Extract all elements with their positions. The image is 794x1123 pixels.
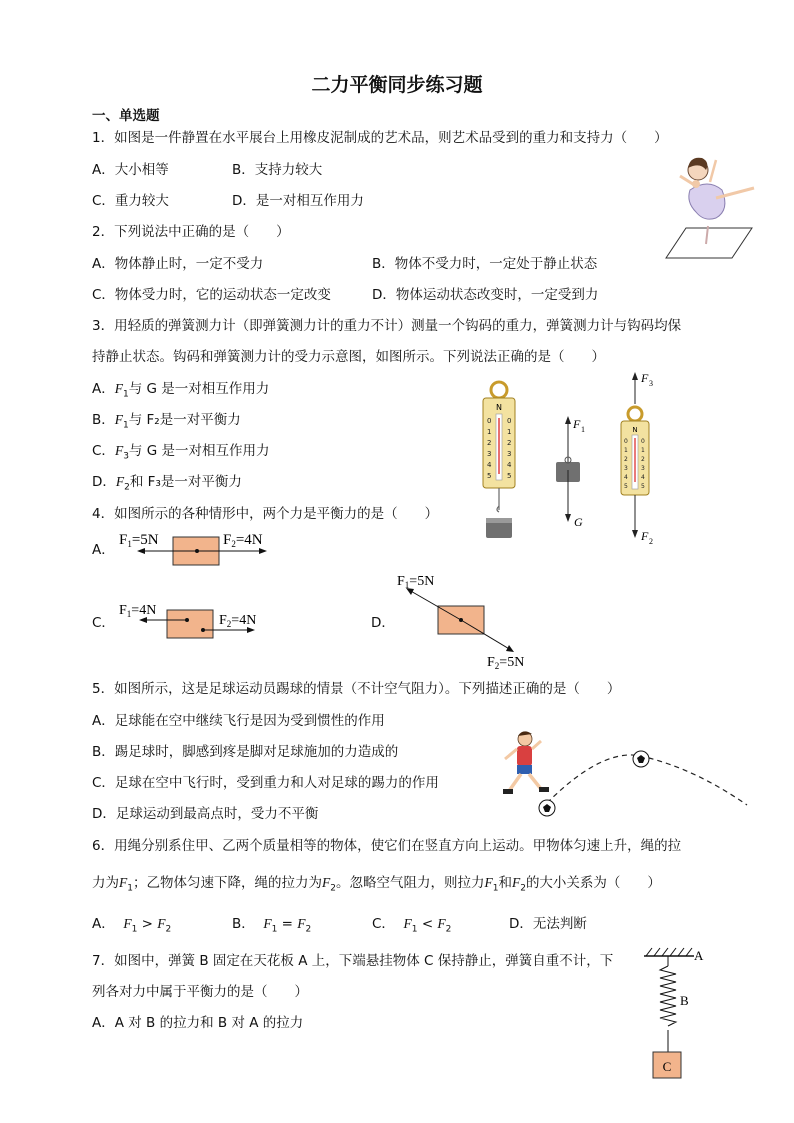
label-b: B (680, 993, 689, 1008)
q3-stem-line2: 持静止状态。钩码和弹簧测力计的受力示意图，如图所示。下列说法正确的是（ ） (92, 349, 605, 365)
q4d-bottom-val: =5N (499, 655, 525, 670)
tick-label: 3 (507, 450, 512, 458)
svg-text:F1=4N (119, 603, 156, 619)
svg-text:F2=5N (487, 655, 524, 670)
q4c-left-f: F (119, 603, 127, 618)
tick-label: 3 (624, 465, 628, 472)
q1-option-d[interactable]: D．是一对相互作用力 (232, 193, 364, 209)
q4d-top-val: =5N (409, 574, 435, 589)
label-c: C (662, 1059, 672, 1074)
f2-sub: 2 (649, 537, 653, 546)
label-a: A (694, 948, 704, 963)
tick-label: 0 (487, 417, 492, 425)
tick-label: 1 (624, 447, 628, 454)
tick-label: 2 (507, 439, 512, 447)
q6-option-b[interactable]: B． $F_1 = F_2$ (232, 916, 312, 935)
q4c-left-sub: 1 (126, 609, 132, 619)
q6-option-d[interactable]: D．无法判断 (509, 916, 587, 932)
q3-option-b[interactable]: B．$F_1$与 F₂是一对平衡力 (92, 412, 241, 431)
q1-option-c[interactable]: C．重力较大 (92, 193, 169, 209)
q4a-left-val: =5N (131, 532, 159, 548)
q1-option-b[interactable]: B．支持力较大 (232, 162, 323, 178)
f3-sub: 3 (649, 379, 653, 388)
q4c-left-val: =4N (131, 603, 157, 618)
tick-label: 2 (487, 439, 492, 447)
tick-label: 5 (507, 472, 512, 480)
q5-option-b[interactable]: B．踢足球时，脚感到疼是脚对足球施加的力造成的 (92, 744, 399, 760)
soccer-figure (495, 725, 755, 825)
q7-line1: 7．如图中，弹簧 B 固定在天花板 A 上，下端悬挂物体 C 保持静止，弹簧自重不计，下 (92, 953, 614, 969)
q4a-left-f: F (119, 532, 128, 548)
tick-label: 1 (487, 428, 492, 436)
q4d-bottom-f: F (487, 655, 495, 670)
tick-label: 4 (624, 474, 628, 481)
q4d-top-sub: 1 (404, 580, 410, 590)
q4c-right-sub: 2 (226, 619, 232, 629)
q2-stem: 2．下列说法中正确的是（ ） (92, 224, 290, 240)
tick-label: 1 (641, 447, 645, 454)
tick-label: 5 (624, 483, 628, 490)
tick-label: 0 (507, 417, 512, 425)
f2-label: F (641, 529, 649, 543)
q4a-right-sub: 2 (231, 539, 236, 549)
svg-text:F2=4N (223, 532, 263, 549)
q5-stem: 5．如图所示，这是足球运动员踢球的情景（不计空气阻力）。下列描述正确的是（ ） (92, 681, 621, 697)
q5-option-c[interactable]: C．足球在空中飞行时，受到重力和人对足球的踢力的作用 (92, 775, 439, 791)
scale-unit-right: N (632, 426, 638, 434)
q6-line2: 力为$F_1$；乙物体匀速下降，绳的拉力为$F_2$。忽略空气阻力，则拉力$F_1$和$F_2$的大小关系为（ ） (92, 875, 661, 894)
q1-stem: 1．如图是一件静置在水平展台上用橡皮泥制成的艺术品，则艺术品受到的重力和支持力（ ） (92, 130, 668, 146)
tick-label: 0 (641, 438, 645, 445)
q4-option-c-letter[interactable]: C． (92, 615, 115, 631)
q4-option-d-letter[interactable]: D． (371, 615, 395, 631)
q4c-right-f: F (219, 613, 227, 628)
tick-label: 4 (641, 474, 645, 481)
spring-scale-figure (470, 370, 670, 550)
q3-option-d[interactable]: D．$F_2$和 F₃是一对平衡力 (92, 474, 242, 493)
scale-unit-left: N (496, 403, 502, 412)
tick-label: 2 (624, 456, 628, 463)
q4-diagram-a[interactable] (115, 527, 285, 572)
q2-option-d[interactable]: D．物体运动状态改变时，一定受到力 (372, 287, 599, 303)
q4d-top-f: F (397, 574, 405, 589)
q4d-bottom-sub: 2 (494, 661, 500, 670)
q5-option-a[interactable]: A．足球能在空中继续飞行是因为受到惯性的作用 (92, 713, 385, 729)
q4c-right-val: =4N (231, 613, 257, 628)
tick-label: 2 (641, 456, 645, 463)
q4-stem: 4．如图所示的各种情形中，两个力是平衡力的是（ ） (92, 506, 439, 522)
q3-option-c[interactable]: C．$F_3$与 G 是一对相互作用力 (92, 443, 270, 462)
svg-text:F1=5N (397, 574, 434, 590)
q3-stem-line1: 3．用轻质的弹簧测力计（即弹簧测力计的重力不计）测量一个钩码的重力，弹簧测力计与钩码均保 (92, 318, 682, 334)
q7-option-a[interactable]: A．A 对 B 的拉力和 B 对 A 的拉力 (92, 1015, 304, 1031)
q4a-left-sub: 1 (127, 539, 132, 549)
page-title: 二力平衡同步练习题 (311, 74, 483, 96)
q4a-right-val: =4N (235, 532, 263, 548)
q4-option-a-letter[interactable]: A． (92, 542, 115, 558)
svg-text:F2=4N (219, 613, 256, 629)
tick-label: 5 (487, 472, 492, 480)
tick-label: 1 (507, 428, 512, 436)
q2-option-a[interactable]: A．物体静止时，一定不受力 (92, 256, 264, 272)
q1-option-a[interactable]: A．大小相等 (92, 162, 169, 178)
tick-label: 4 (487, 461, 492, 469)
tick-label: 3 (487, 450, 492, 458)
ballerina-figure (660, 150, 760, 260)
spring-block-figure (638, 944, 718, 1084)
q6-option-c[interactable]: C． $F_1 < F_2$ (372, 916, 452, 935)
tick-label: 5 (641, 483, 645, 490)
q6-option-a[interactable]: A． $F_1 > F_2$ (92, 916, 172, 935)
tick-label: 4 (507, 461, 512, 469)
q7-line2: 列各对力中属于平衡力的是（ ） (92, 984, 308, 1000)
q2-option-c[interactable]: C．物体受力时，它的运动状态一定改变 (92, 287, 331, 303)
section-heading: 一、单选题 (92, 108, 160, 124)
svg-text:F1=5N (119, 532, 159, 549)
q4-diagram-d[interactable] (395, 570, 555, 670)
q3-option-a[interactable]: A．$F_1$与 G 是一对相互作用力 (92, 381, 270, 400)
f1-sub: 1 (581, 425, 585, 434)
q4a-right-f: F (223, 532, 232, 548)
q6-line1: 6．用绳分别系住甲、乙两个质量相等的物体，使它们在竖直方向上运动。甲物体匀速上升，绳的拉 (92, 838, 682, 854)
tick-label: 0 (624, 438, 628, 445)
f3-label: F (641, 371, 649, 385)
q4-diagram-c[interactable] (115, 598, 285, 648)
q5-option-d[interactable]: D．足球运动到最高点时，受力不平衡 (92, 806, 319, 822)
f1-label: F (573, 417, 581, 431)
q2-option-b[interactable]: B．物体不受力时，一定处于静止状态 (372, 256, 598, 272)
tick-label: 3 (641, 465, 645, 472)
g-label: G (574, 515, 583, 529)
